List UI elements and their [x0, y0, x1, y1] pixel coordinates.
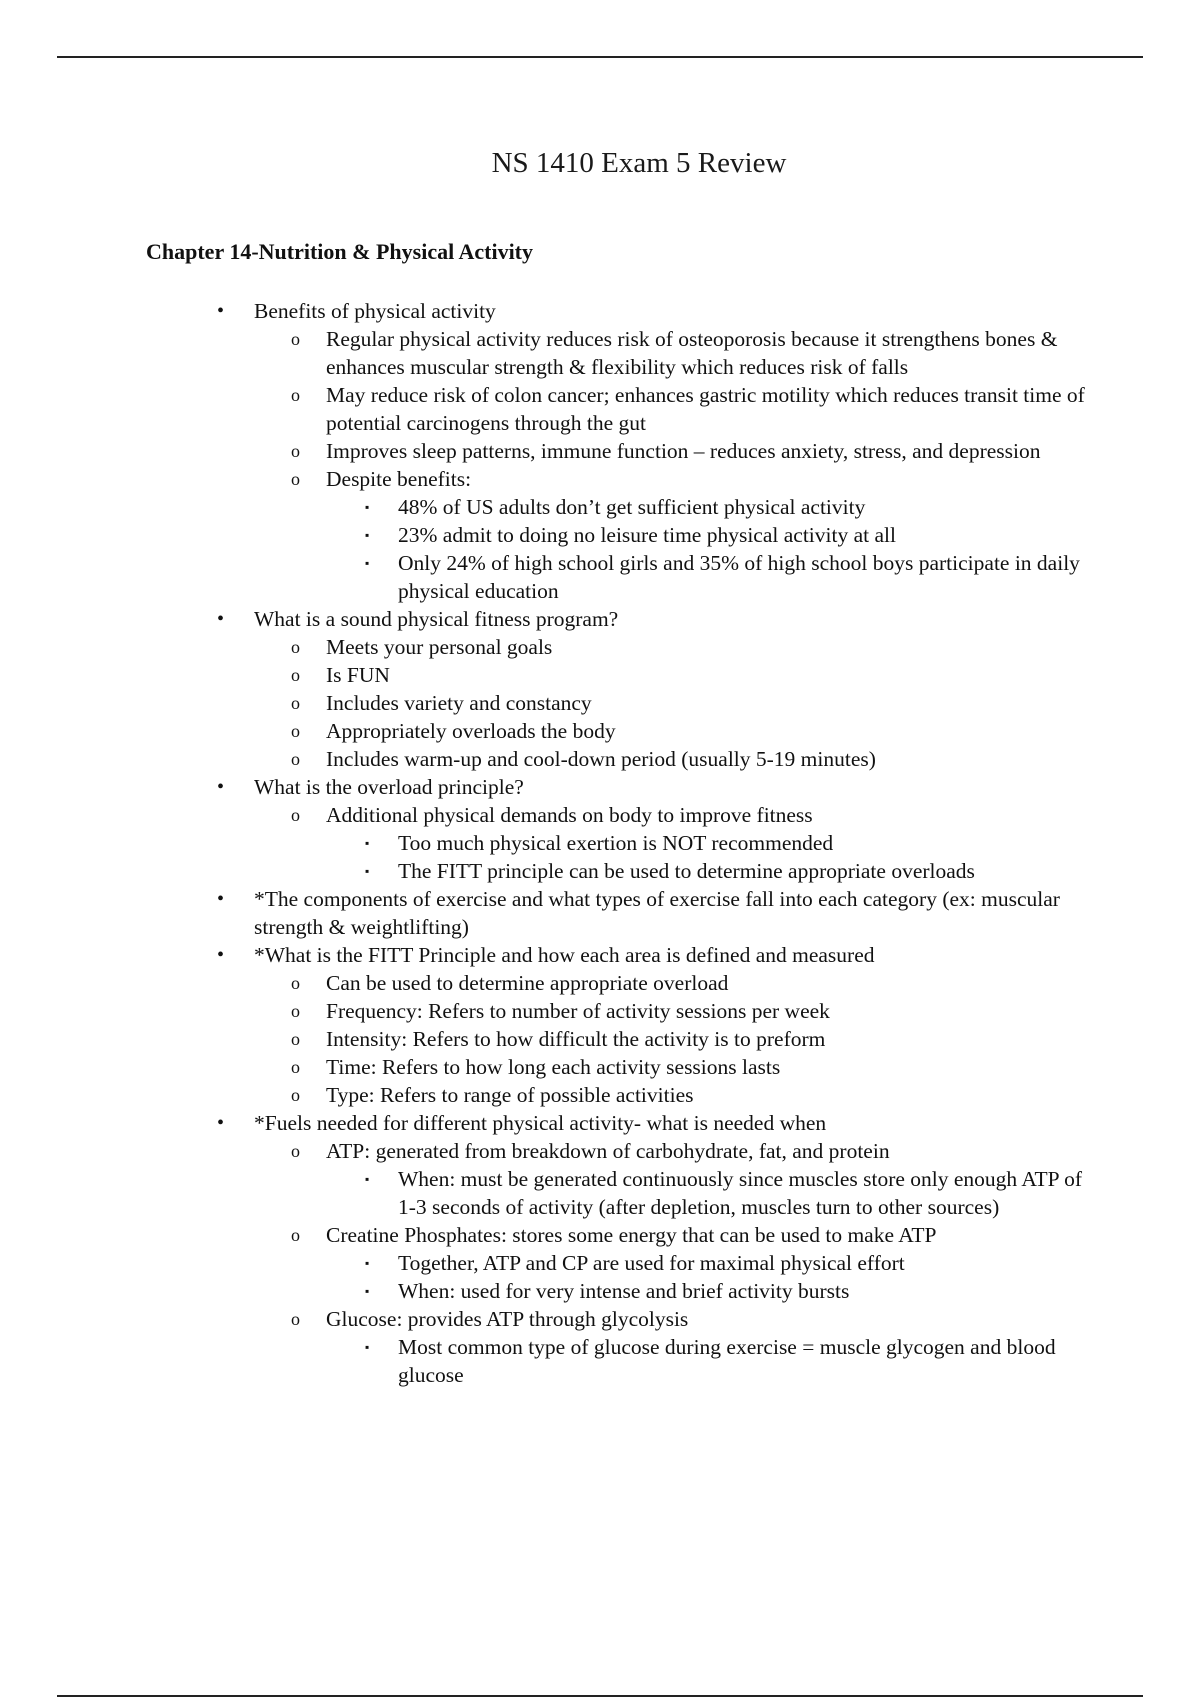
list-item-text: Improves sleep patterns, immune function – reduces anxiety, stress, and depression: [326, 439, 1041, 463]
square-bullet-icon: ▪: [365, 836, 370, 850]
list-item-text: Most common type of glucose during exercise = muscle glycogen and blood glucose: [398, 1335, 1056, 1387]
list-item: [0, 437, 1094, 465]
circle-bullet-icon: o: [291, 1225, 300, 1245]
list-item: [0, 857, 1094, 885]
square-bullet-icon: ▪: [365, 1256, 370, 1270]
outline-level-3-list: [0, 1249, 1094, 1305]
outline: [0, 297, 1200, 1389]
circle-bullet-icon: o: [291, 1309, 300, 1329]
list-item-text: Time: Refers to how long each activity sessions lasts: [326, 1055, 781, 1079]
square-bullet-icon: ▪: [365, 528, 370, 542]
list-item-text: *The components of exercise and what types of exercise fall into each category (ex: muscular strength & weightlifting): [254, 887, 1060, 939]
circle-bullet-icon: o: [291, 385, 300, 405]
bullet-icon: •: [217, 944, 225, 966]
circle-bullet-icon: o: [291, 665, 300, 685]
circle-bullet-icon: o: [291, 1001, 300, 1021]
list-item-text: Despite benefits:: [326, 467, 472, 491]
outline-level-2-list: [0, 633, 1094, 773]
list-item-text: Type: Refers to range of possible activities: [326, 1083, 694, 1107]
list-item: [0, 941, 1094, 1109]
list-item-text: Glucose: provides ATP through glycolysis: [326, 1307, 689, 1331]
list-item: [0, 633, 1094, 661]
bullet-icon: •: [217, 608, 225, 630]
outline-level-3-list: [0, 493, 1094, 605]
list-item: [0, 493, 1094, 521]
circle-bullet-icon: o: [291, 805, 300, 825]
list-item-text: Together, ATP and CP are used for maximal physical effort: [398, 1251, 905, 1275]
list-item: [0, 605, 1094, 773]
circle-bullet-icon: o: [291, 973, 300, 993]
list-item: [0, 689, 1094, 717]
circle-bullet-icon: o: [291, 693, 300, 713]
list-item: [0, 325, 1094, 381]
list-item: [0, 1165, 1094, 1221]
list-item-text: Is FUN: [326, 663, 390, 687]
list-item-text: When: must be generated continuously since muscles store only enough ATP of 1-3 seconds of activity (after depletion, muscles turn to other sources): [398, 1167, 1083, 1219]
list-item: [0, 745, 1094, 773]
bullet-icon: •: [217, 888, 225, 910]
list-item-text: *What is the FITT Principle and how each area is defined and measured: [254, 943, 875, 967]
square-bullet-icon: ▪: [365, 556, 370, 570]
list-item-text: Too much physical exertion is NOT recommended: [398, 831, 834, 855]
list-item: [0, 549, 1094, 605]
list-item: [0, 1081, 1094, 1109]
outline-level-2-list: [0, 1137, 1094, 1389]
list-item: [0, 521, 1094, 549]
list-item: [0, 661, 1094, 689]
list-item: [0, 1277, 1094, 1305]
circle-bullet-icon: o: [291, 1029, 300, 1049]
circle-bullet-icon: o: [291, 749, 300, 769]
list-item-text: When: used for very intense and brief activity bursts: [398, 1279, 850, 1303]
bullet-icon: •: [217, 1112, 225, 1134]
list-item: [0, 1221, 1094, 1305]
circle-bullet-icon: o: [291, 721, 300, 741]
list-item: [0, 465, 1094, 605]
list-item: [0, 381, 1094, 437]
list-item: [0, 885, 1094, 941]
list-item: [0, 1249, 1094, 1277]
list-item: [0, 1053, 1094, 1081]
list-item: [0, 773, 1094, 885]
outline-level-1-list: [0, 297, 1200, 1389]
square-bullet-icon: ▪: [365, 500, 370, 514]
list-item: [0, 1137, 1094, 1221]
document-title: NS 1410 Exam 5 Review: [491, 147, 787, 179]
list-item-text: Can be used to determine appropriate overload: [326, 971, 729, 995]
bottom-rule: [57, 1695, 1143, 1697]
list-item-text: Creatine Phosphates: stores some energy that can be used to make ATP: [326, 1223, 937, 1247]
outline-level-3-list: [0, 1165, 1094, 1221]
circle-bullet-icon: o: [291, 637, 300, 657]
circle-bullet-icon: o: [291, 1141, 300, 1161]
list-item: [0, 1109, 1094, 1389]
list-item-text: *Fuels needed for different physical activity- what is needed when: [254, 1111, 827, 1135]
list-item: [0, 1025, 1094, 1053]
list-item-text: 48% of US adults don’t get sufficient physical activity: [398, 495, 866, 519]
list-item-text: 23% admit to doing no leisure time physical activity at all: [398, 523, 896, 547]
list-item-text: Only 24% of high school girls and 35% of high school boys participate in daily physical education: [398, 551, 1080, 603]
list-item-text: May reduce risk of colon cancer; enhances gastric motility which reduces transit time of potential carcinogens through the gut: [326, 383, 1085, 435]
list-item-text: What is a sound physical fitness program?: [254, 607, 619, 631]
list-item: [0, 717, 1094, 745]
bullet-icon: •: [217, 776, 225, 798]
list-item: [0, 829, 1094, 857]
list-item: [0, 1333, 1094, 1389]
bullet-icon: •: [217, 300, 225, 322]
list-item: [0, 801, 1094, 885]
square-bullet-icon: ▪: [365, 1340, 370, 1354]
list-item-text: Appropriately overloads the body: [326, 719, 616, 743]
list-item-text: Frequency: Refers to number of activity sessions per week: [326, 999, 830, 1023]
square-bullet-icon: ▪: [365, 1284, 370, 1298]
list-item-text: What is the overload principle?: [254, 775, 524, 799]
list-item-text: Intensity: Refers to how difficult the activity is to preform: [326, 1027, 826, 1051]
list-item-text: ATP: generated from breakdown of carbohydrate, fat, and protein: [326, 1139, 890, 1163]
chapter-heading: Chapter 14-Nutrition & Physical Activity: [146, 239, 534, 264]
outline-level-2-list: [0, 801, 1094, 885]
list-item-text: Meets your personal goals: [326, 635, 553, 659]
outline-level-3-list: [0, 829, 1094, 885]
outline-level-3-list: [0, 1333, 1094, 1389]
outline-level-2-list: [0, 969, 1094, 1109]
list-item-text: Benefits of physical activity: [254, 299, 496, 323]
list-item: [0, 969, 1094, 997]
top-rule: [57, 56, 1143, 58]
list-item-text: Includes warm-up and cool-down period (usually 5-19 minutes): [326, 747, 876, 771]
circle-bullet-icon: o: [291, 469, 300, 489]
list-item-text: Includes variety and constancy: [326, 691, 592, 715]
list-item-text: Additional physical demands on body to improve fitness: [326, 803, 813, 827]
circle-bullet-icon: o: [291, 1057, 300, 1077]
circle-bullet-icon: o: [291, 329, 300, 349]
list-item-text: Regular physical activity reduces risk of osteoporosis because it strengthens bones & enhances muscular strength & flexibility which reduces risk of falls: [326, 327, 1058, 379]
list-item: [0, 297, 1094, 605]
outline-level-2-list: [0, 325, 1094, 605]
circle-bullet-icon: o: [291, 441, 300, 461]
square-bullet-icon: ▪: [365, 864, 370, 878]
circle-bullet-icon: o: [291, 1085, 300, 1105]
list-item-text: The FITT principle can be used to determine appropriate overloads: [398, 859, 975, 883]
list-item: [0, 997, 1094, 1025]
square-bullet-icon: ▪: [365, 1172, 370, 1186]
list-item: [0, 1305, 1094, 1389]
